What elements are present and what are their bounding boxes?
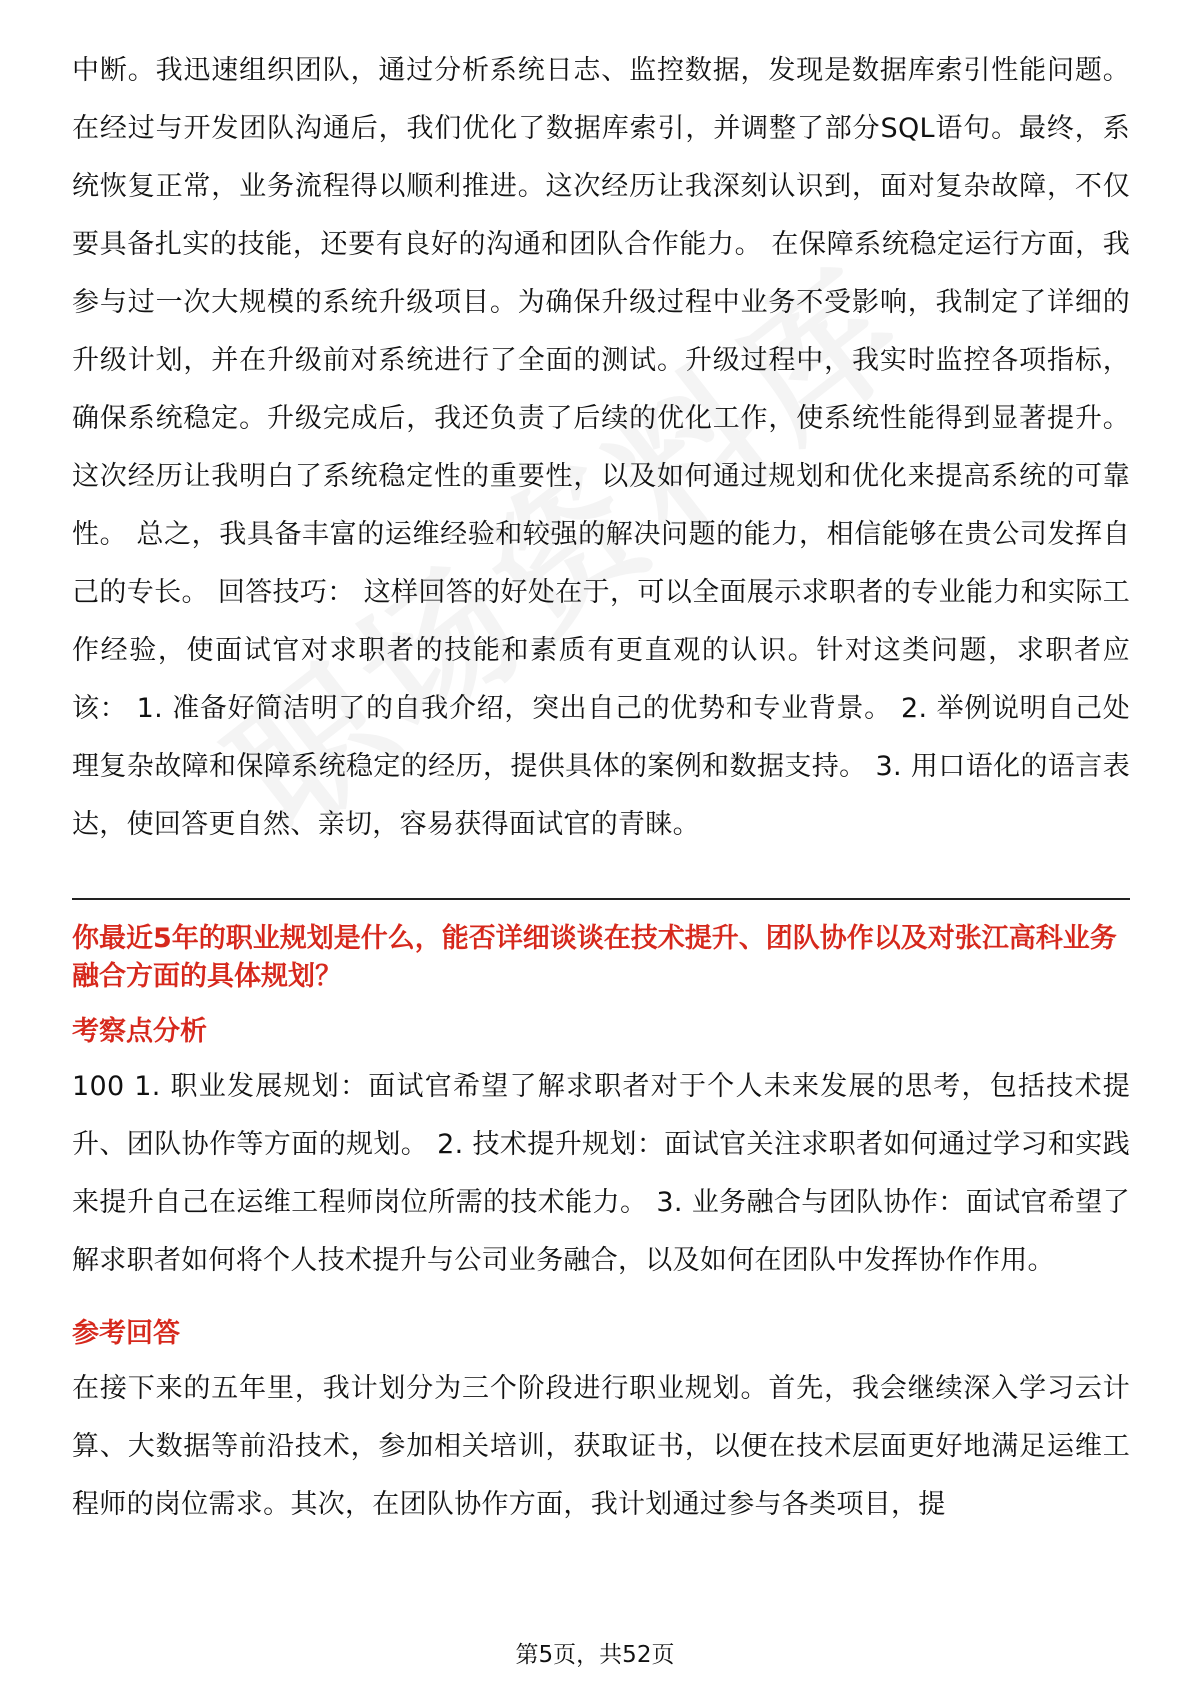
document-page bbox=[72, 42, 1130, 1534]
intro-paragraph: 中断。我迅速组织团队，通过分析系统日志、监控数据，发现是数据库索引性能问题。在经过与开发团队沟通后，我们优化了数据库索引，并调整了部分SQL语句。最终，系统恢复正常，业务流程得以顺利推进。这次经历让我深刻认识到，面对复杂故障，不仅要具备扎实的技能，还要有良好的沟通和团队合作能力。 在保障系统稳定运行方面，我参与过一次大规模的系统升级项目。为确保升级过程中业务不受影响，我制定了详细的升级计划，并在升级前对系统进行了全面的测试。升级过程中，我实时监控各项指标，确保系统稳定。升级完成后，我还负责了后续的优化工作，使系统性能得到显著提升。这次经历让我明白了系统稳定性的重要性，以及如何通过规划和优化来提高系统的可靠性。 总之，我具备丰富的运维经验和较强的解决问题的能力，相信能够在贵公司发挥自己的专长。 回答技巧： 这样回答的好处在于，可以全面展示求职者的专业能力和实际工作经验，使面试官对求职者的技能和素质有更直观的认识。针对这类问题，求职者应该： 1. 准备好简洁明了的自我介绍，突出自己的优势和专业背景。 2. 举例说明自己处理复杂故障和保障系统稳定的经历，提供具体的案例和数据支持。 3. 用口语化的语言表达，使回答更自然、亲切，容易获得面试官的青睐。 bbox=[72, 55, 1130, 840]
answer-text: 在接下来的五年里，我计划分为三个阶段进行职业规划。首先，我会继续深入学习云计算、大数据等前沿技术，参加相关培训，获取证书，以便在技术层面更好地满足运维工程师的岗位需求。其次，在团队协作方面，我计划通过参与各类项目，提 bbox=[72, 1373, 1130, 1520]
page-indicator: 第5页，共52页 bbox=[515, 1642, 675, 1668]
analysis-text: 100 1. 职业发展规划：面试官希望了解求职者对于个人未来发展的思考，包括技术提升、团队协作等方面的规划。 2. 技术提升规划：面试官关注求职者如何通过学习和实践来提升自己在运维工程师岗位所需的技术能力。 3. 业务融合与团队协作：面试官希望了解求职者如何将个人技术提升与公司业务融合，以及如何在团队中发挥协作作用。 bbox=[72, 1071, 1130, 1276]
section-divider bbox=[72, 898, 1130, 900]
question-heading: 你最近5年的职业规划是什么，能否详细谈谈在技术提升、团队协作以及对张江高科业务融合方面的具体规划？ bbox=[72, 923, 1117, 992]
analysis-title: 考察点分析 bbox=[72, 1016, 207, 1047]
answer-title: 参考回答 bbox=[72, 1318, 180, 1349]
